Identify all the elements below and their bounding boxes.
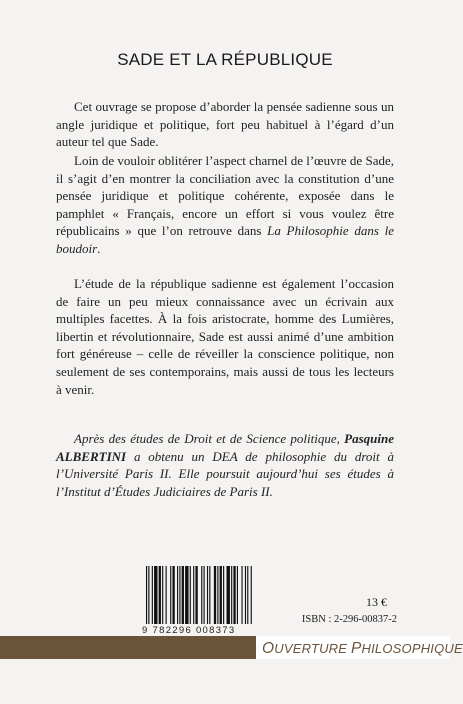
barcode-bar — [170, 566, 171, 624]
barcode-bar — [154, 566, 157, 624]
paragraph-text-end: . — [97, 240, 101, 256]
barcode-bar — [233, 566, 235, 624]
barcode-bar — [193, 566, 194, 624]
book-title: SADE ET LA RÉPUBLIQUE — [117, 50, 333, 69]
barcode-bar — [166, 566, 167, 624]
barcode-bar — [227, 566, 230, 624]
barcode-bar — [172, 566, 174, 624]
barcode-bar — [214, 566, 216, 624]
barcode-bar — [190, 566, 191, 624]
collection-word-1: UVERTURE — [274, 641, 351, 656]
barcode-bar — [185, 566, 188, 624]
barcode-bar — [201, 566, 202, 624]
barcode-bar — [245, 566, 246, 624]
summary-paragraph-2 — [56, 152, 394, 273]
barcode-bar — [217, 566, 218, 624]
author-bio — [56, 430, 394, 500]
barcode-bars — [142, 566, 254, 624]
barcode-bar — [177, 566, 178, 624]
barcode-bar — [152, 566, 153, 624]
bio-start: Après des études de Droit et de Science politique, — [74, 431, 345, 446]
barcode-bar — [209, 566, 210, 624]
collection-initial-1: O — [262, 640, 275, 657]
author-name: Pasquine ALBERTINI — [56, 431, 394, 464]
barcode-bar — [159, 566, 161, 624]
paragraph-text — [56, 152, 394, 258]
barcode-digits: 9 782296 008373 — [142, 625, 236, 636]
bio-end: a obtenu un DEA de philosophie du droit à l’Université Paris II. Elle poursuit aujourd’hui ses études à l’Institut d’Études Judiciaires de Paris II. — [56, 448, 394, 499]
barcode-bar — [148, 566, 149, 624]
paragraph-text: Cet ouvrage se propose d’aborder la pensée sadienne sous un angle juridique et politique, fort peu habituel à l’égard d’un auteur tel que Sade. — [56, 99, 394, 150]
barcode-bar — [247, 566, 248, 624]
barcode-bar — [220, 566, 222, 624]
isbn: ISBN : 2-296-00837-2 — [301, 614, 397, 625]
barcode-bar — [204, 566, 205, 624]
summary-paragraph-3 — [56, 275, 394, 413]
barcode-bar — [179, 566, 180, 624]
barcode-bar — [237, 566, 238, 624]
barcode-bar — [207, 566, 208, 624]
work-title: La Philosophie dans le boudoir — [56, 223, 394, 256]
paragraph-text-start: Loin de vouloir oblitérer l’aspect charnel de l’œuvre de Sade, il s’agit d’en montrer la conciliation avec la constitution d’une pensée juridique et politique cohérente, exposée dans le pamphlet « Français, encore un effort si vous voulez être républicains » que l’on retrouve dans — [56, 153, 394, 239]
barcode-bar — [231, 566, 232, 624]
barcode-bar — [241, 566, 242, 624]
barcode-bar — [182, 566, 184, 624]
barcode-bar — [223, 566, 224, 624]
paragraph-text: L’étude de la république sadienne est également l’occasion de faire un peu mieux connaissance avec un écrivain aux multiples facettes. À la fois aristocrate, homme des Lumières, libertin et révolutionnaire, Sade est aussi animé d’une ambition fort généreuse – celle de réveiller la conscience politique, non seulement de ses contemporains, mais aussi de tous les lecteurs à venir. — [56, 276, 394, 397]
collection-name — [262, 640, 463, 658]
price: 13 € — [366, 595, 387, 609]
collection-word-2: HILOSOPHIQUE — [361, 641, 463, 656]
collection-initial-2: P — [350, 640, 362, 657]
barcode-bar — [146, 566, 147, 624]
barcode — [142, 566, 254, 636]
barcode-bar — [162, 566, 163, 624]
barcode-bar — [195, 566, 197, 624]
barcode-bar — [251, 566, 252, 624]
